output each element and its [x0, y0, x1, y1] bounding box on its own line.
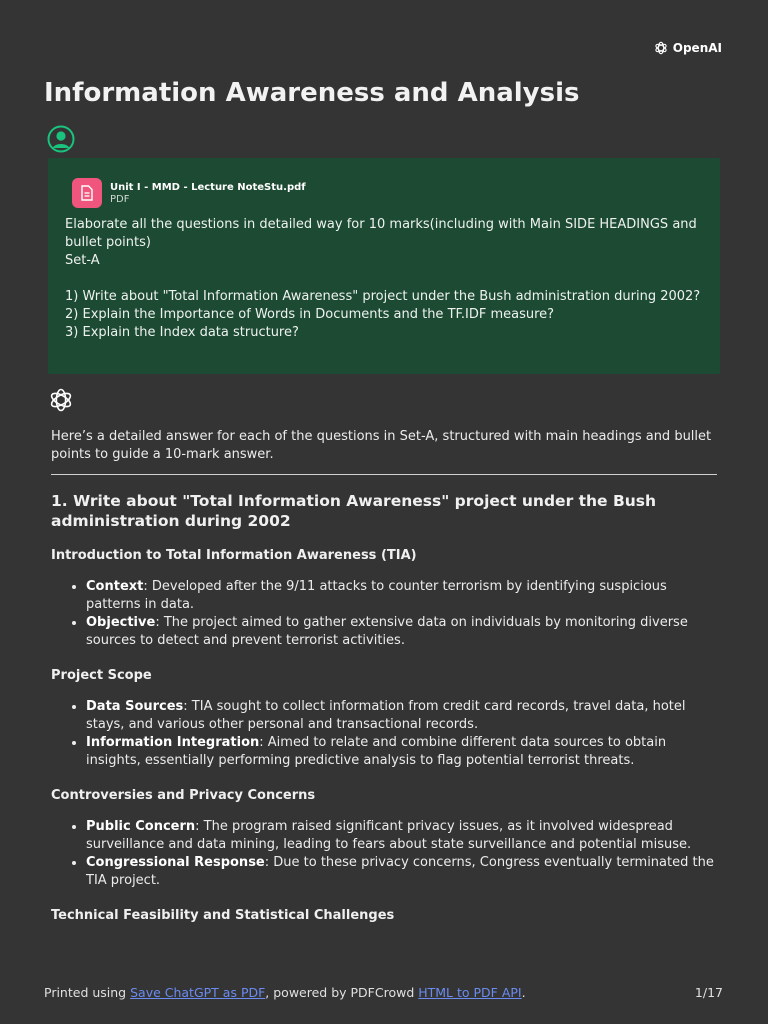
subsection-heading: Technical Feasibility and Statistical Challenges [51, 908, 395, 923]
answer-intro: Here’s a detailed answer for each of the questions in Set-A, structured with main headings and bullet points to guide a 10-mark answer. [51, 429, 712, 462]
section-heading: 1. Write about "Total Information Awareness" project under the Bush administration during 2002 [51, 492, 657, 530]
prompt-line [65, 270, 710, 288]
footer-middle: , powered by PDFCrowd [265, 985, 419, 1000]
bullet-text: : The project aimed to gather extensive data on individuals by monitoring diverse sources to detect and prevent terrorist activities. [86, 615, 688, 648]
footer-suffix: . [521, 985, 526, 1000]
document-icon [72, 178, 102, 208]
bullet-term: Context [86, 579, 144, 594]
openai-logo-icon [653, 40, 669, 56]
prompt-line: 2) Explain the Importance of Words in Documents and the TF.IDF measure? [65, 307, 555, 322]
openai-brand [653, 40, 722, 56]
html-to-pdf-api-link[interactable]: HTML to PDF API [418, 985, 522, 1000]
prompt-line: Set-A [65, 253, 100, 268]
user-avatar-icon [46, 124, 76, 154]
bullet-list [51, 818, 717, 890]
list-item [86, 578, 717, 614]
list-item [86, 614, 717, 650]
bullet-list [51, 578, 717, 650]
file-attachment[interactable] [72, 178, 306, 208]
user-prompt-text [65, 216, 710, 342]
prompt-line: 3) Explain the Index data structure? [65, 325, 299, 340]
bullet-term: Data Sources [86, 699, 184, 714]
save-chatgpt-pdf-link[interactable]: Save ChatGPT as PDF [130, 985, 266, 1000]
bullet-text: : Developed after the 9/11 attacks to counter terrorism by identifying suspicious patterns in data. [86, 579, 667, 612]
bullet-term: Congressional Response [86, 855, 265, 870]
user-message [48, 158, 720, 374]
prompt-line: 1) Write about "Total Information Awareness" project under the Bush administration during 2002? [65, 289, 701, 304]
brand-name: OpenAI [672, 41, 722, 55]
subsection-heading: Project Scope [51, 668, 152, 683]
list-item [86, 734, 717, 770]
bullet-term: Public Concern [86, 819, 196, 834]
bullet-text: : The program raised significant privacy issues, as it involved widespread surveillance and data mining, leading to fears about state surveillance and potential misuse. [86, 819, 692, 852]
page-number: 1/17 [694, 985, 723, 1000]
list-item [86, 854, 717, 890]
bullet-term: Objective [86, 615, 156, 630]
bullet-term: Information Integration [86, 735, 260, 750]
bullet-list [51, 698, 717, 770]
attachment-file-type: PDF [110, 193, 130, 205]
prompt-line: Elaborate all the questions in detailed way for 10 marks(including with Main SIDE HEADINGS and bullet points) [65, 217, 697, 250]
bullet-text: : TIA sought to collect information from credit card records, travel data, hotel stays, and various other personal and transactional records. [86, 699, 686, 732]
section-divider [51, 474, 717, 475]
chatgpt-logo-icon [47, 386, 75, 414]
bullet-text: : Aimed to relate and combine different data sources to obtain insights, essentially performing predictive analysis to flag potential terrorist threats. [86, 735, 667, 768]
assistant-answer [51, 428, 717, 938]
subsection-heading: Controversies and Privacy Concerns [51, 788, 316, 803]
page-title: Information Awareness and Analysis [44, 78, 580, 108]
print-footer [44, 985, 526, 1000]
bullet-text: : Due to these privacy concerns, Congress eventually terminated the TIA project. [86, 855, 714, 888]
footer-prefix: Printed using [44, 985, 131, 1000]
attachment-file-name: Unit I - MMD - Lecture NoteStu.pdf [110, 181, 306, 193]
list-item [86, 818, 717, 854]
list-item [86, 698, 717, 734]
subsection-heading: Introduction to Total Information Awareness (TIA) [51, 548, 417, 563]
